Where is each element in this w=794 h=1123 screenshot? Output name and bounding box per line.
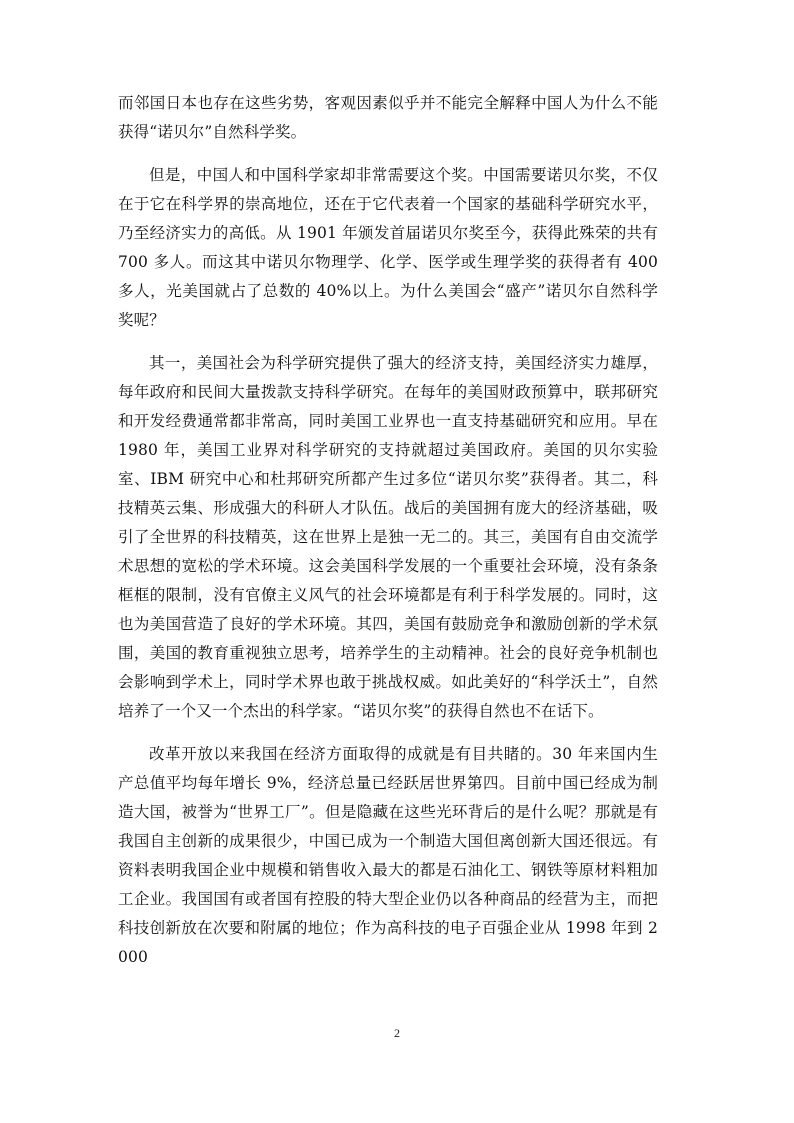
paragraph-1: 而邻国日本也存在这些劣势，客观因素似乎并不能完全解释中国人为什么不能获得“诺贝尔”自然科学奖。 [118, 94, 658, 141]
paragraph-3: 其一，美国社会为科学研究提供了强大的经济支持，美国经济实力雄厚，每年政府和民间大量拨款支持科学研究。在每年的美国财政预算中，联邦研究和开发经费通常都非常高，同时美国工业界也一直支持基础研究和应用。早在 1980 年，美国工业界对科学研究的支持就超过美国政府。美国的贝尔实验室、IBM 研究中心和杜邦研究所都产生过多位“诺贝尔奖”获得者。其二，科技精英云集、形成强大的科研人才队伍。战后的美国拥有庞大的经济基础，吸引了全世界的科技精英，这在世界上是独一无二的。其三，美国有自由交流学术思想的宽松的学术环境。这会美国科学发展的一个重要社会环境，没有条条框框的限制，没有官僚主义风气的社会环境都是有利于科学发展的。同时，这也为美国营造了良好的学术环境。其四，美国有鼓励竞争和激励创新的学术氛围，美国的教育重视独立思考，培养学生的主动精神。社会的良好竞争机制也会影响到学术上，同时学术界也敢于挑战权威。如此美好的“科学沃土”，自然培养了一个又一个杰出的科学家。“诺贝尔奖”的获得自然也不在话下。 [118, 354, 658, 720]
document-body [118, 89, 658, 986]
page-number: 2 [394, 1026, 400, 1040]
paragraph-4: 改革开放以来我国在经济方面取得的成就是有目共睹的。30 年来国内生产总值平均每年增长 9%，经济总量已经跃居世界第四。目前中国已经成为制造大国，被誉为“世界工厂”。但是隐藏在这些光环背后的是什么呢？那就是有我国自主创新的成果很少，中国已成为一个制造大国但离创新大国还很远。有资料表明我国企业中规模和销售收入最大的都是石油化工、钢铁等原材料粗加工企业。我国国有或者国有控股的特大型企业仍以各种商品的经营为主，而把科技创新放在次要和附属的地位；作为高科技的电子百强企业从 1998 年到 2000 [118, 745, 658, 966]
paragraph-2: 但是，中国人和中国科学家却非常需要这个奖。中国需要诺贝尔奖，不仅在于它在科学界的崇高地位，还在于它代表着一个国家的基础科学研究水平，乃至经济实力的高低。从 1901 年颁发首届诺贝尔奖至今，获得此殊荣的共有 700 多人。而这其中诺贝尔物理学、化学、医学或生理学奖的获得者有 400 多人，光美国就占了总数的 40%以上。为什么美国会“盛产”诺贝尔自然科学奖呢？ [118, 166, 658, 329]
